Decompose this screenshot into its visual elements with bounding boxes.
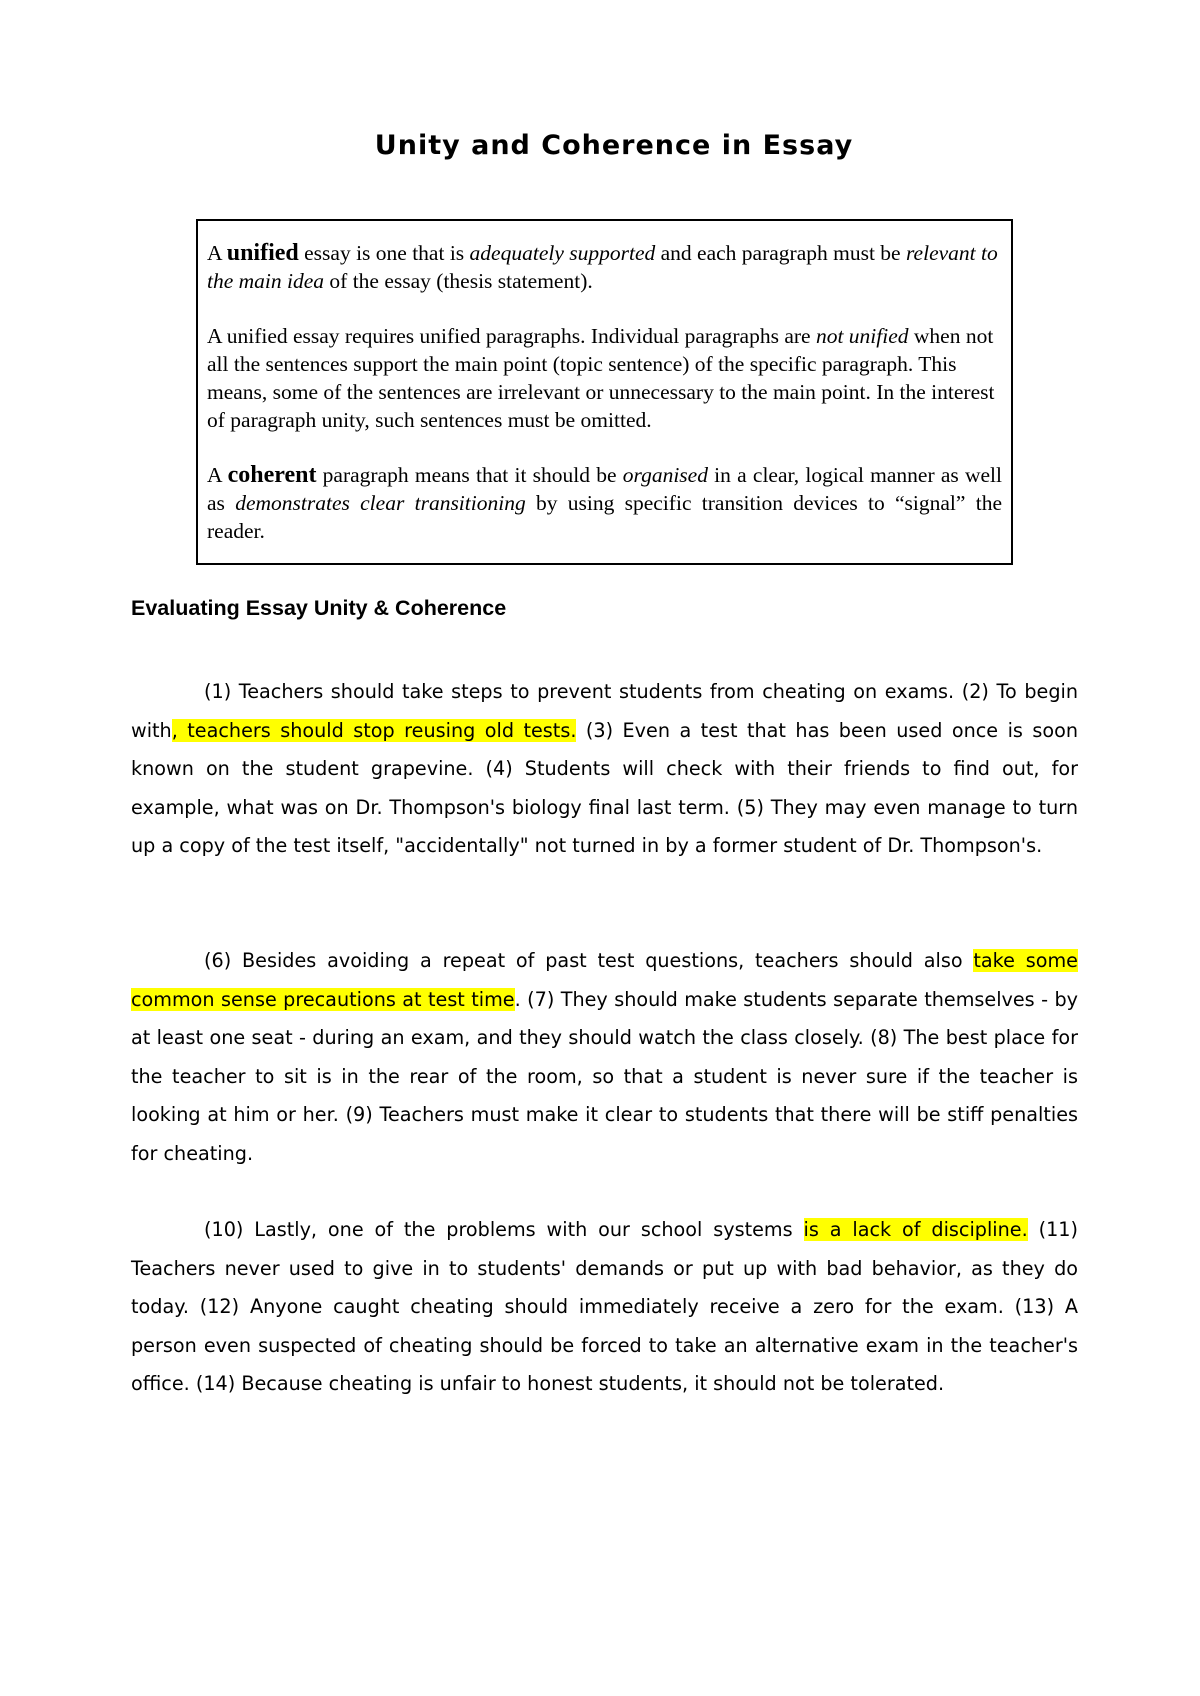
- essay-paragraph-2: [131, 942, 1078, 1173]
- text: when not all the sentences support the main point (topic sentence) of the specific paragraph. This means, some of the sentences are irrelevant or unnecessary to the main point. In the interest of paragraph unity, such sentences must be omitted.: [207, 324, 995, 432]
- keyword-coherent: coherent: [227, 462, 317, 488]
- text: (11) Teachers never used to give in to students' demands or put up with bad behavior, as they do today. (12) Anyone caught cheating should immediately receive a zero for the exam. (13) A person even suspected of cheating should be forced to take an alternative exam in the teacher's office. (14) Because cheating is unfair to honest students, it should not be tolerated.: [131, 1218, 1078, 1395]
- text: (10) Lastly, one of the problems with our school systems: [204, 1218, 804, 1241]
- text: A: [207, 463, 228, 487]
- emphasis-text: organised: [622, 463, 708, 487]
- text: A: [207, 241, 227, 265]
- text: in a clear, logical manner as well as: [207, 463, 1002, 515]
- page-title: Unity and Coherence in Essay: [374, 130, 854, 161]
- definition-box: [196, 219, 1013, 565]
- emphasis-text: demonstrates clear transitioning: [235, 491, 526, 515]
- highlighted-text: is a lack of discipline.: [803, 1218, 1028, 1241]
- unified-paragraphs-definition: [207, 322, 1002, 434]
- text: . (7) They should make students separate themselves - by at least one seat - during an exam, and they should watch the class closely. (8) The best place for the teacher to sit is in the rear of the room, so that a student is never sure if the teacher is looking at him or her. (9) Teachers must make it clear to students that there will be stiff penalties for cheating.: [131, 987, 1078, 1165]
- text: essay is one that is: [298, 241, 470, 265]
- emphasis-text: relevant to the main idea: [207, 241, 998, 293]
- text: and each paragraph must be: [655, 241, 906, 265]
- text: paragraph means that it should be: [316, 463, 623, 487]
- essay-paragraph-1: [131, 673, 1078, 866]
- essay-paragraph-3: [131, 1211, 1078, 1404]
- text: of the essay (thesis statement).: [324, 269, 593, 293]
- section-heading: Evaluating Essay Unity & Coherence: [131, 596, 507, 620]
- emphasis-text: not unified: [815, 324, 909, 348]
- text: (6) Besides avoiding a repeat of past test questions, teachers should also: [204, 949, 974, 972]
- coherent-paragraph-definition: [207, 461, 1002, 545]
- text: (3) Even a test that has been used once is soon known on the student grapevine. (4) Students will check with their friends to find out, for example, what was on Dr. Thompson's biology final last term. (5) They may even manage to turn up a copy of the test itself, "accidentally" not turned in by a former student of Dr. Thompson's.: [131, 718, 1078, 857]
- emphasis-text: adequately supported: [469, 241, 656, 265]
- text: A unified essay requires unified paragraphs. Individual paragraphs are: [207, 324, 816, 348]
- text: by using specific transition devices to “signal” the reader.: [207, 491, 1002, 543]
- highlighted-text: , teachers should stop reusing old tests.: [171, 718, 577, 742]
- keyword-unified: unified: [226, 240, 299, 266]
- text: (1) Teachers should take steps to prevent students from cheating on exams. (2) To begin with: [131, 680, 1078, 742]
- unified-essay-definition: [207, 239, 1002, 295]
- highlighted-text: take some common sense precautions at test time: [131, 949, 1078, 1011]
